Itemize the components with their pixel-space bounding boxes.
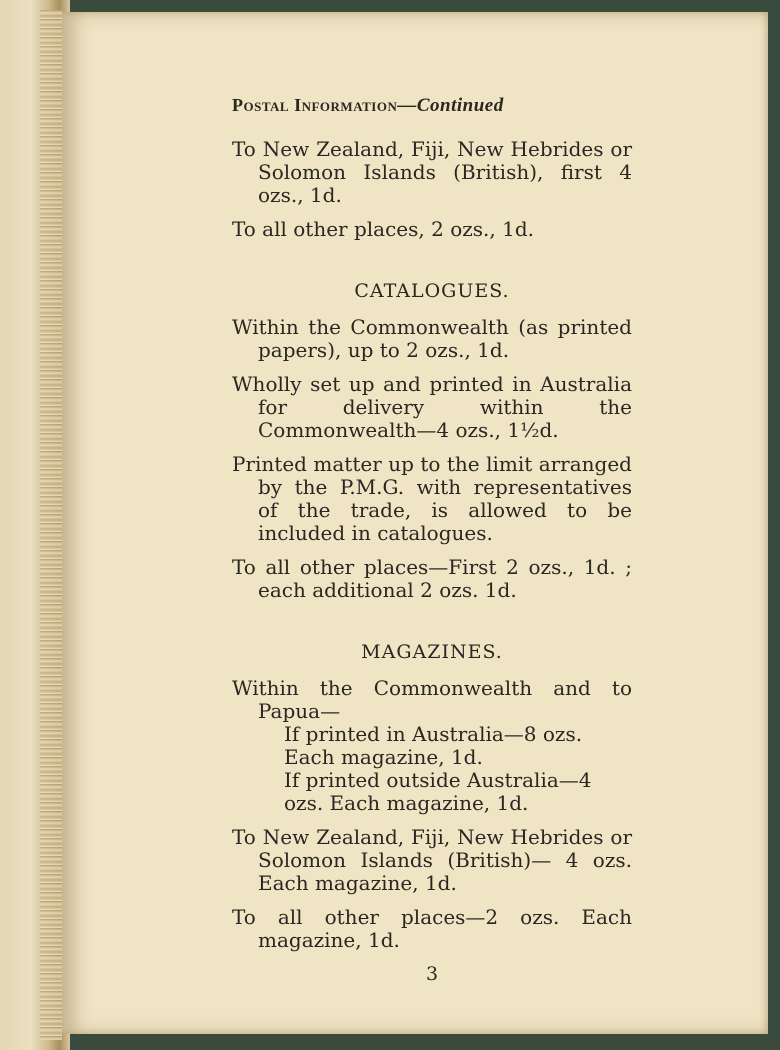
magazines-paragraph-1 [232, 677, 632, 815]
magazines-sub-1a: If printed in Australia—8 ozs. [284, 722, 583, 746]
catalogues-paragraph-1: Within the Commonwealth (as printed papers), up to 2 ozs., 1d. [232, 315, 632, 362]
catalogues-paragraph-2: Wholly set up and printed in Australia for delivery within the Commonwealth—4 ozs., 1½d. [232, 372, 632, 442]
magazines-intro-line: Within the Commonwealth and to Papua— [232, 676, 632, 723]
catalogues-heading: CATALOGUES. [354, 280, 510, 302]
intro-paragraph-2: To all other places, 2 ozs., 1d. [232, 217, 534, 241]
book-spine [0, 0, 70, 1050]
running-head-title: Postal Information [232, 95, 398, 115]
magazines-sub-2a: If printed outside Australia—4 [284, 768, 592, 792]
running-head [232, 94, 632, 117]
running-head-continued: —Continued [397, 95, 504, 116]
magazines-heading: MAGAZINES. [361, 641, 503, 663]
page-number: 3 [425, 963, 439, 985]
spine-binding-edge [40, 10, 62, 1040]
intro-paragraph-1: To New Zealand, Fiji, New Hebrides or Solomon Islands (British), first 4 ozs., 1d. [232, 137, 632, 207]
magazines-paragraph-3: To all other places—2 ozs. Each magazine, 1d. [232, 905, 632, 952]
book-page [62, 12, 768, 1034]
magazines-sub-2b: ozs. Each magazine, 1d. [284, 791, 529, 815]
page-content [232, 94, 632, 986]
catalogues-paragraph-3: Printed matter up to the limit arranged by the P.M.G. with representatives of the trade, is allowed to be included in catalogues. [232, 452, 632, 545]
magazines-paragraph-2: To New Zealand, Fiji, New Hebrides or Solomon Islands (British)— 4 ozs. Each magazine, 1d. [232, 825, 632, 895]
magazines-sub-1b: Each magazine, 1d. [284, 745, 483, 769]
catalogues-paragraph-4: To all other places—First 2 ozs., 1d. ; each additional 2 ozs. 1d. [232, 555, 632, 602]
